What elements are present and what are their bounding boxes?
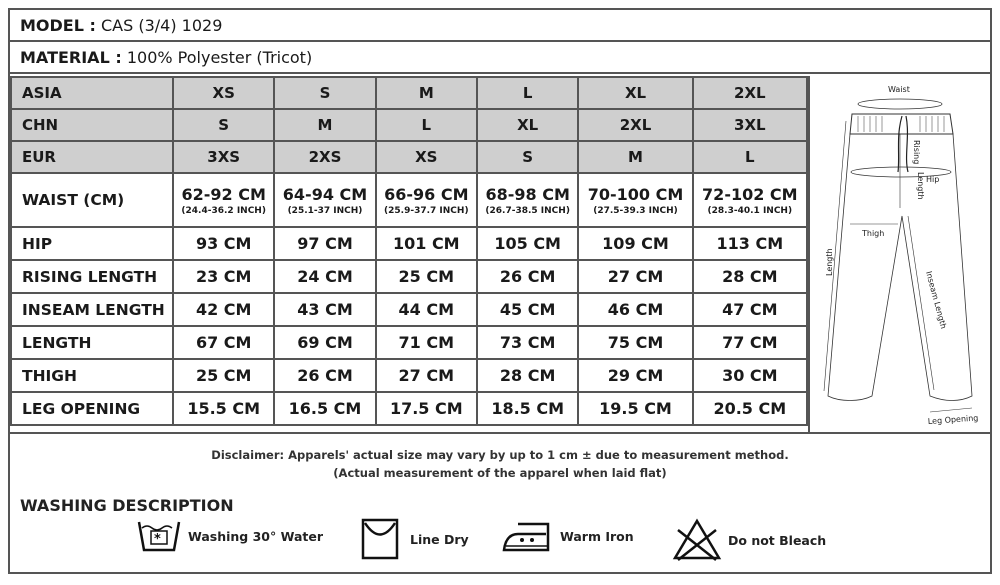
line-dry-icon: [360, 518, 404, 560]
measure-row: [11, 359, 807, 392]
warm-iron-icon: [502, 518, 554, 554]
row-label: CHN: [11, 109, 173, 141]
size-cell: 2XS: [274, 141, 375, 173]
waist-cm: 68-98 CM: [485, 184, 570, 204]
measure-cell: 16.5 CM: [274, 392, 375, 425]
size-cell: M: [274, 109, 375, 141]
disclaimer-note: (Actual measurement of the apparel when laid flat): [333, 466, 667, 480]
measure-cell: 69 CM: [274, 326, 375, 359]
wash-30-icon: [136, 518, 182, 554]
waist-cell: [173, 173, 274, 227]
row-label: THIGH: [11, 359, 173, 392]
size-row-asia: [11, 77, 807, 109]
care-bleach: [672, 518, 826, 562]
measure-cell: 109 CM: [578, 227, 692, 260]
measure-cell: 93 CM: [173, 227, 274, 260]
row-label: LENGTH: [11, 326, 173, 359]
size-cell: 3XS: [173, 141, 274, 173]
measure-cell: 23 CM: [173, 260, 274, 293]
waist-cell: [477, 173, 578, 227]
measure-cell: 20.5 CM: [693, 392, 807, 425]
measure-cell: 26 CM: [274, 359, 375, 392]
size-chart: [8, 8, 992, 574]
measure-cell: 27 CM: [376, 359, 477, 392]
label-rising-length: Length: [916, 172, 925, 200]
care-label: Warm Iron: [560, 528, 634, 544]
measure-cell: 45 CM: [477, 293, 578, 326]
measure-cell: 46 CM: [578, 293, 692, 326]
care-wash: [136, 518, 323, 554]
waist-cm: 72-102 CM: [702, 184, 798, 204]
model-row: [10, 10, 990, 42]
measure-cell: 113 CM: [693, 227, 807, 260]
measure-cell: 15.5 CM: [173, 392, 274, 425]
waist-cell: [376, 173, 477, 227]
measure-cell: 43 CM: [274, 293, 375, 326]
measure-cell: 17.5 CM: [376, 392, 477, 425]
measure-row: [11, 227, 807, 260]
waist-inch: (28.3-40.1 INCH): [707, 205, 793, 216]
label-rising: Rising: [912, 140, 921, 165]
waist-inch: (26.7-38.5 INCH): [485, 205, 570, 216]
size-row-chn: [11, 109, 807, 141]
measure-cell: 18.5 CM: [477, 392, 578, 425]
label-thigh: Thigh: [862, 229, 885, 238]
care-iron: [502, 518, 634, 554]
size-row-eur: [11, 141, 807, 173]
size-cell: M: [578, 141, 692, 173]
waist-cm: 62-92 CM: [181, 184, 266, 204]
care-label: Washing 30° Water: [188, 528, 323, 544]
label-length: Length: [825, 248, 834, 276]
waist-cell: [578, 173, 692, 227]
size-cell: XL: [477, 109, 578, 141]
size-cell: 2XL: [578, 109, 692, 141]
measure-cell: 44 CM: [376, 293, 477, 326]
measure-cell: 28 CM: [693, 260, 807, 293]
size-cell: L: [477, 77, 578, 109]
measure-cell: 27 CM: [578, 260, 692, 293]
measure-cell: 19.5 CM: [578, 392, 692, 425]
waist-inch: (25.9-37.7 INCH): [384, 205, 469, 216]
disclaimer-line: Disclaimer: Apparels' actual size may vary by up to 1 cm ± due to measurement method.: [211, 448, 789, 462]
measure-cell: 47 CM: [693, 293, 807, 326]
disclaimer: [10, 446, 990, 482]
washing-title: WASHING DESCRIPTION: [20, 496, 234, 515]
waist-cm: 64-94 CM: [282, 184, 368, 204]
waist-inch: (25.1-37 INCH): [287, 205, 363, 216]
waist-cell: [274, 173, 375, 227]
waist-inch: (24.4-36.2 INCH): [181, 205, 266, 216]
svg-text:*: *: [154, 532, 161, 547]
measure-cell: 25 CM: [376, 260, 477, 293]
measure-row: [11, 392, 807, 425]
size-cell: S: [173, 109, 274, 141]
measure-cell: 42 CM: [173, 293, 274, 326]
row-label: EUR: [11, 141, 173, 173]
row-label: INSEAM LENGTH: [11, 293, 173, 326]
measure-cell: 67 CM: [173, 326, 274, 359]
measure-cell: 29 CM: [578, 359, 692, 392]
size-cell: S: [274, 77, 375, 109]
waist-cell: [693, 173, 807, 227]
label-inseam: Inseam Length: [924, 270, 949, 330]
size-cell: S: [477, 141, 578, 173]
measure-row: [11, 326, 807, 359]
material-label: MATERIAL :: [20, 48, 122, 67]
size-cell: L: [376, 109, 477, 141]
size-cell: XS: [376, 141, 477, 173]
pants-diagram: [808, 76, 990, 432]
label-leg-opening: Leg Opening: [927, 413, 979, 426]
row-label: LEG OPENING: [11, 392, 173, 425]
measure-cell: 73 CM: [477, 326, 578, 359]
model-label: MODEL :: [20, 16, 96, 35]
care-label: Do not Bleach: [728, 532, 827, 548]
size-table: [10, 76, 808, 426]
size-cell: 3XL: [693, 109, 807, 141]
label-hip: Hip: [926, 175, 940, 184]
size-cell: L: [693, 141, 807, 173]
size-cell: XS: [173, 77, 274, 109]
material-row: [10, 42, 990, 74]
size-cell: M: [376, 77, 477, 109]
material-value: 100% Polyester (Tricot): [126, 48, 313, 67]
model-value: CAS (3/4) 1029: [101, 16, 223, 35]
measure-row: [11, 293, 807, 326]
measure-cell: 97 CM: [274, 227, 375, 260]
do-not-bleach-icon: [672, 518, 722, 562]
care-line-dry: [360, 518, 469, 560]
measure-cell: 24 CM: [274, 260, 375, 293]
row-label: WAIST (CM): [11, 173, 173, 227]
measure-cell: 75 CM: [578, 326, 692, 359]
care-section: [10, 432, 990, 548]
care-label: Line Dry: [410, 531, 469, 547]
measure-cell: 26 CM: [477, 260, 578, 293]
size-cell: 2XL: [693, 77, 807, 109]
measure-row: [11, 260, 807, 293]
waist-cm: 70-100 CM: [587, 184, 684, 204]
measure-cell: 30 CM: [693, 359, 807, 392]
measure-cell: 77 CM: [693, 326, 807, 359]
label-waist: Waist: [888, 85, 910, 94]
waist-cm: 66-96 CM: [384, 184, 469, 204]
measure-cell: 105 CM: [477, 227, 578, 260]
waist-row: [11, 173, 807, 227]
row-label: HIP: [11, 227, 173, 260]
waist-inch: (27.5-39.3 INCH): [593, 205, 678, 216]
row-label: RISING LENGTH: [11, 260, 173, 293]
measure-cell: 71 CM: [376, 326, 477, 359]
measure-cell: 28 CM: [477, 359, 578, 392]
size-cell: XL: [578, 77, 692, 109]
measure-cell: 101 CM: [376, 227, 477, 260]
measure-cell: 25 CM: [173, 359, 274, 392]
row-label: ASIA: [11, 77, 173, 109]
